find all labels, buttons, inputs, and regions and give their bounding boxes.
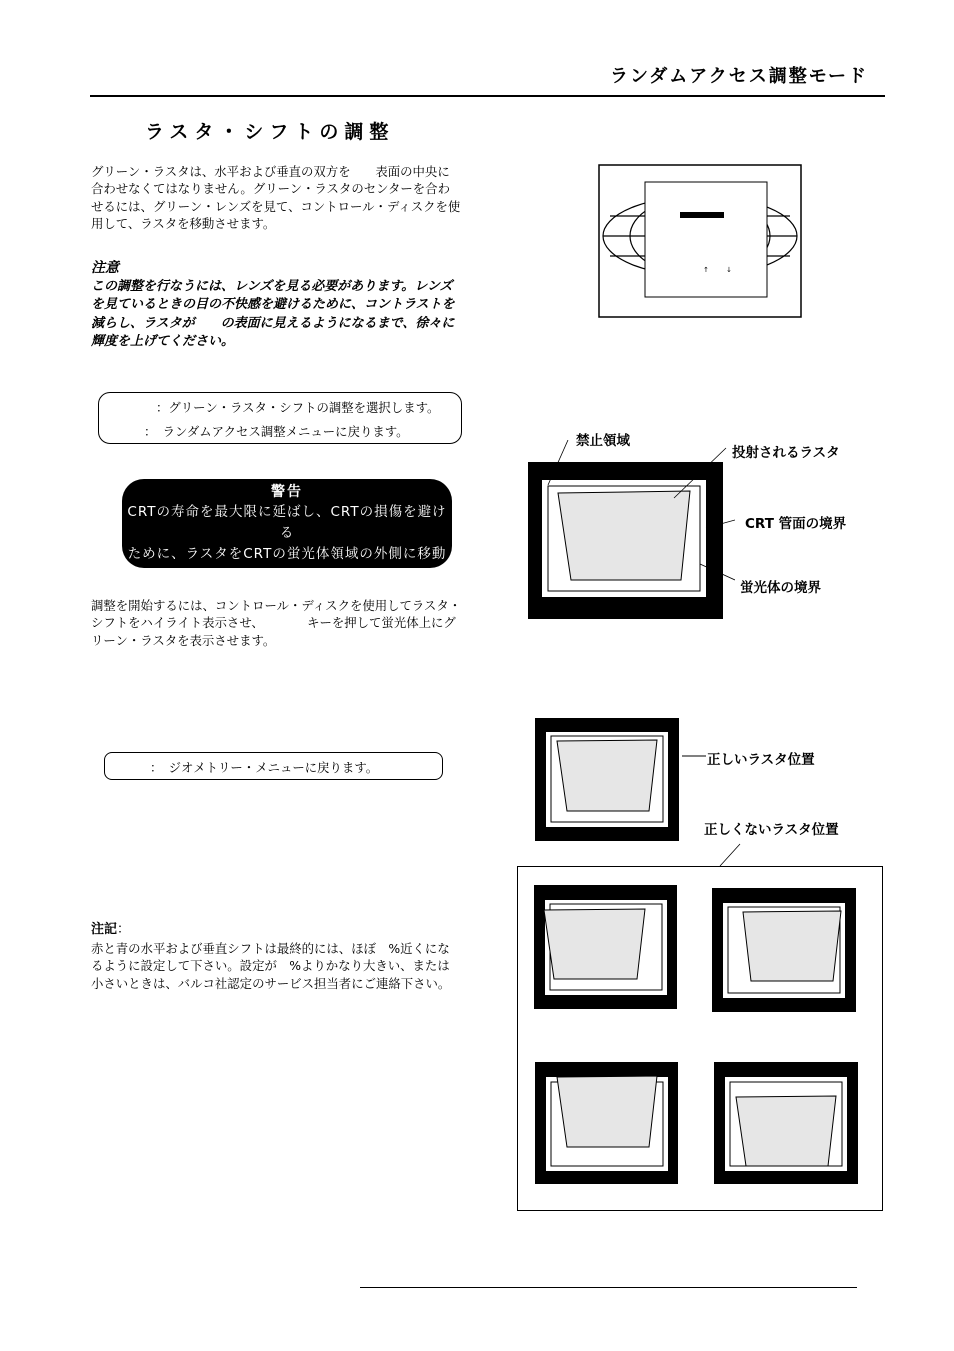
note-line: 赤と青の水平および垂直シフトは最終的には、ほぼ %近くにな — [91, 941, 450, 956]
incorrect-raster-panel — [517, 866, 883, 1211]
caution-line: を見ているときの目の不快感を避けるために、コントラストを — [91, 297, 455, 313]
projected-raster — [558, 491, 690, 580]
note-line: 小さいときは、バルコ社認定のサービス担当者にご連絡下さい。 — [91, 975, 451, 991]
intro-line: グリーン・ラスタは、水平および垂直の双方を 表面の中央に — [91, 164, 450, 179]
key-select-instruction: ：グリーン・ラスタ・シフトの調整を選択します。 — [156, 400, 440, 415]
warning-box — [122, 479, 452, 583]
label-forbidden-zone: 禁止領域 — [576, 433, 630, 449]
label-correct-position: 正しいラスタ位置 — [707, 752, 815, 768]
incorrect-leader-line — [718, 842, 742, 868]
start-paragraph — [91, 597, 491, 649]
label-incorrect-position: 正しくないラスタ位置 — [704, 822, 839, 838]
warning-line: しないでください。 — [221, 567, 353, 583]
label-crt-boundary: CRT 管面の境界 — [745, 516, 847, 532]
key-back-instruction: ： ジオメトリー・メニューに戻ります。 — [150, 760, 379, 775]
intro-line: 用して、ラスタを移動させます。 — [91, 215, 276, 231]
start-line: シフトをハイライト表示させ、 キーを押して蛍光体上にグ — [91, 615, 456, 631]
intro-line: せるには、グリーン・レンズを見て、コントロール・ディスクを使 — [91, 198, 461, 214]
correct-raster — [557, 740, 657, 811]
header-rule — [90, 95, 885, 97]
note-colon: ： — [117, 922, 131, 937]
arrow-down-icon: ↓ — [726, 266, 732, 274]
menu-panel — [645, 182, 767, 297]
note-heading: 注記 — [91, 922, 118, 937]
key-exit-instruction: ： ランダムアクセス調整メニューに戻ります。 — [144, 424, 409, 439]
note-heading-row — [91, 918, 130, 937]
label-projected-raster: 投射されるラスタ — [732, 445, 840, 461]
warning-line: ために、ラスタをCRTの蛍光体領域の外側に移動 — [127, 546, 447, 562]
footer-rule — [360, 1287, 857, 1288]
menu-screen-illustration — [598, 164, 803, 318]
caution-heading: 注意 — [91, 260, 119, 276]
correct-raster-diagram — [535, 718, 680, 842]
incorrect-raster-left — [534, 885, 677, 1009]
caution-line: 輝度を上げてください。 — [91, 334, 235, 350]
start-line: リーン・ラスタを表示させます。 — [91, 632, 276, 648]
warning-line: CRTの寿命を最大限に延ばし、CRTの損傷を避ける — [127, 504, 447, 541]
caution-line: この調整を行なうには、レンズを見る必要があります。レンズ — [91, 279, 453, 294]
incorrect-raster-right — [712, 888, 856, 1012]
note-line: るように設定して下さい。設定が %よりかなり大きい、または — [91, 958, 450, 974]
crt-boundary-diagram — [520, 440, 735, 625]
label-phosphor-boundary: 蛍光体の境界 — [740, 580, 821, 596]
intro-line: 合わせなくてはなりません。グリーン・ラスタのセンターを合わ — [91, 181, 450, 197]
caution-text — [91, 278, 491, 352]
incorrect-raster-up — [535, 1062, 678, 1184]
running-header: ランダムアクセス調整モード — [609, 66, 868, 87]
start-line: 調整を開始するには、コントロール・ディスクを使用してラスタ・ — [91, 598, 462, 613]
correct-leader-line — [682, 754, 706, 758]
note-paragraph — [91, 940, 491, 992]
caution-line: 減らし、ラスタが の表面に見えるようになるまで、徐々に — [91, 315, 455, 331]
key-instructions-box — [98, 392, 462, 444]
geometry-key-box — [104, 752, 443, 780]
menu-highlight-bar — [680, 212, 724, 218]
incorrect-raster-down — [714, 1062, 858, 1184]
section-title: ラスタ・シフトの調整 — [145, 121, 395, 143]
intro-paragraph — [91, 163, 491, 232]
arrow-up-icon: ↑ — [703, 266, 709, 274]
warning-title: 警告 — [271, 484, 303, 500]
